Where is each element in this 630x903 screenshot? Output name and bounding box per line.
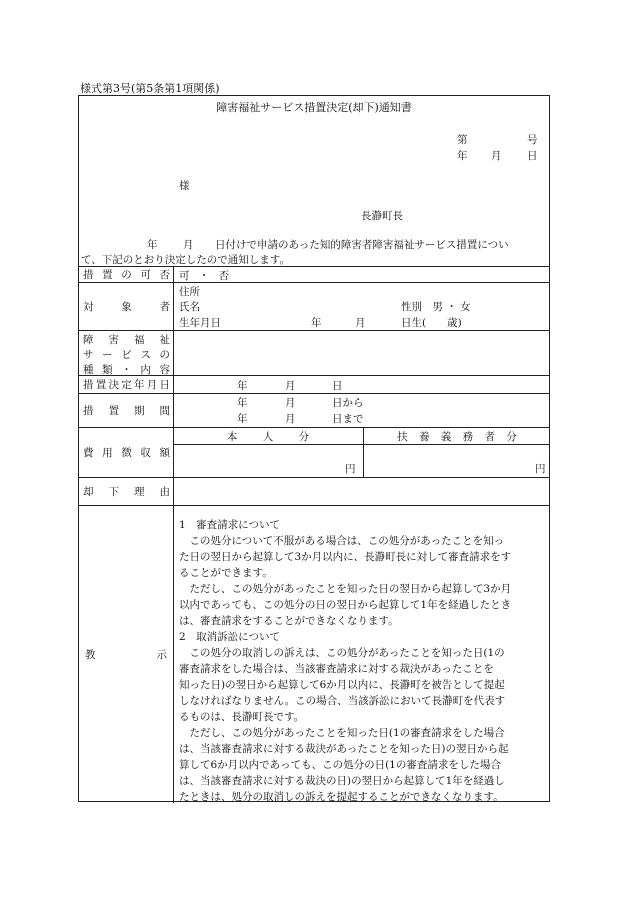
issuer: 長瀞町長 [361, 210, 403, 222]
subject-birth: 生年月日 [179, 317, 221, 329]
addressee-suffix: 様 [179, 180, 190, 192]
intro-year: 年 [147, 239, 158, 251]
fee-self-header: 本 人 分 [226, 431, 310, 443]
intro-line2: て、下記のとおり決定したので通知します。 [81, 254, 290, 266]
label-service: 障害福祉 サービスの 種類・内容 [83, 334, 170, 376]
intro-line1: 日付けで申請のあった知的障害者障害福祉サービス措置につい [215, 239, 509, 251]
instruction-s1-line: た日の翌日から起算して3か月以内に、長瀞町長に対して審査請求をす [179, 551, 512, 563]
date-day: 日 [527, 150, 538, 162]
label-rejection: 却下理由 [83, 485, 170, 498]
decision-month: 月 [285, 380, 296, 392]
instruction-text [179, 517, 541, 805]
fee-supporter-yen: 円 [535, 463, 546, 475]
label-fee: 費用徴収額 [83, 446, 170, 459]
instruction-s2-line: この処分の取消しの訴えは、この処分があったことを知った日(1の [189, 647, 505, 659]
instruction-s2-line: 知った日)の翌日から起算して6か月以内に、長瀞町を被告として提起 [179, 679, 505, 691]
document-title: 障害福祉サービス措置決定(却下)通知書 [216, 101, 412, 114]
period-to-year: 年 [237, 413, 248, 425]
period-from-month: 月 [285, 397, 296, 409]
number-suffix: 号 [527, 134, 538, 146]
subject-name: 氏名 [179, 301, 200, 313]
date-month: 月 [491, 150, 502, 162]
instruction-s1-line: ただし、この処分があったことを知った日の翌日から起算して3か月 [189, 583, 512, 595]
instruction-s1-line: この処分について不服がある場合は、この処分があったことを知っ [189, 535, 505, 547]
instruction-s2-line: たときは、処分の取消しの訴えを提起することができなくなります。 [179, 791, 504, 803]
instruction-s2-line: は、当該審査請求に対する裁決があったことを知った日)の翌日から起 [179, 743, 509, 755]
number-prefix: 第 [457, 134, 468, 146]
period-to: 日まで [332, 413, 364, 425]
form-label: 様式第3号(第5条第1項関係) [80, 82, 220, 95]
label-period: 措置期間 [83, 404, 170, 417]
fee-supporter-header: 扶 養 義 務 者 分 [397, 431, 517, 443]
instruction-s1-heading: 1 審査請求について [179, 519, 280, 531]
subject-birth-day-age: 日生( 歳) [401, 317, 462, 329]
instruction-s1-line: ることができます。 [179, 567, 273, 579]
label-instruction: 教示 [85, 648, 167, 661]
label-decision-date: 措置決定年月日 [83, 378, 170, 391]
subject-address: 住所 [179, 286, 200, 298]
fee-self-yen: 円 [345, 463, 356, 475]
instruction-s2-heading: 2 取消訴訟について [179, 631, 280, 643]
instruction-s2-line: 審査請求をした場合は、当該審査請求に対する裁決があったことを [179, 663, 494, 675]
decision-day: 日 [332, 380, 343, 392]
instruction-s2-line: るものは、長瀞町長です。 [179, 711, 305, 723]
notice-form [78, 95, 550, 802]
instruction-s1-line: 以内であっても、この処分の日の翌日から起算して1年を経過したとき [179, 599, 512, 611]
intro-month: 月 [183, 239, 194, 251]
instruction-s2-line: ただし、この処分があったことを知った日(1の審査請求をした場合 [189, 727, 505, 739]
period-from-year: 年 [237, 397, 248, 409]
label-possibility: 措置の可否 [83, 268, 170, 281]
instruction-s2-line: 算して6か月以内であっても、この処分の日(1の審査請求をした場合 [179, 759, 501, 771]
decision-year: 年 [237, 380, 248, 392]
possibility-value: 可 ・ 否 [179, 270, 230, 282]
subject-birth-month: 月 [355, 317, 366, 329]
instruction-s2-line: しなければなりません。この場合、当該訴訟において長瀞町を代表す [179, 695, 506, 707]
instruction-s2-line: は、当該審査請求に対する裁決の日)の翌日から起算して1年を経過し [179, 775, 505, 787]
date-year: 年 [457, 150, 468, 162]
label-subject: 対象者 [83, 300, 170, 313]
subject-birth-year: 年 [311, 317, 322, 329]
period-to-month: 月 [285, 413, 296, 425]
instruction-s1-line: は、審査請求をすることができなくなります。 [179, 615, 399, 627]
period-from: 日から [332, 397, 364, 409]
subject-gender: 性別 男 ・ 女 [401, 301, 471, 313]
